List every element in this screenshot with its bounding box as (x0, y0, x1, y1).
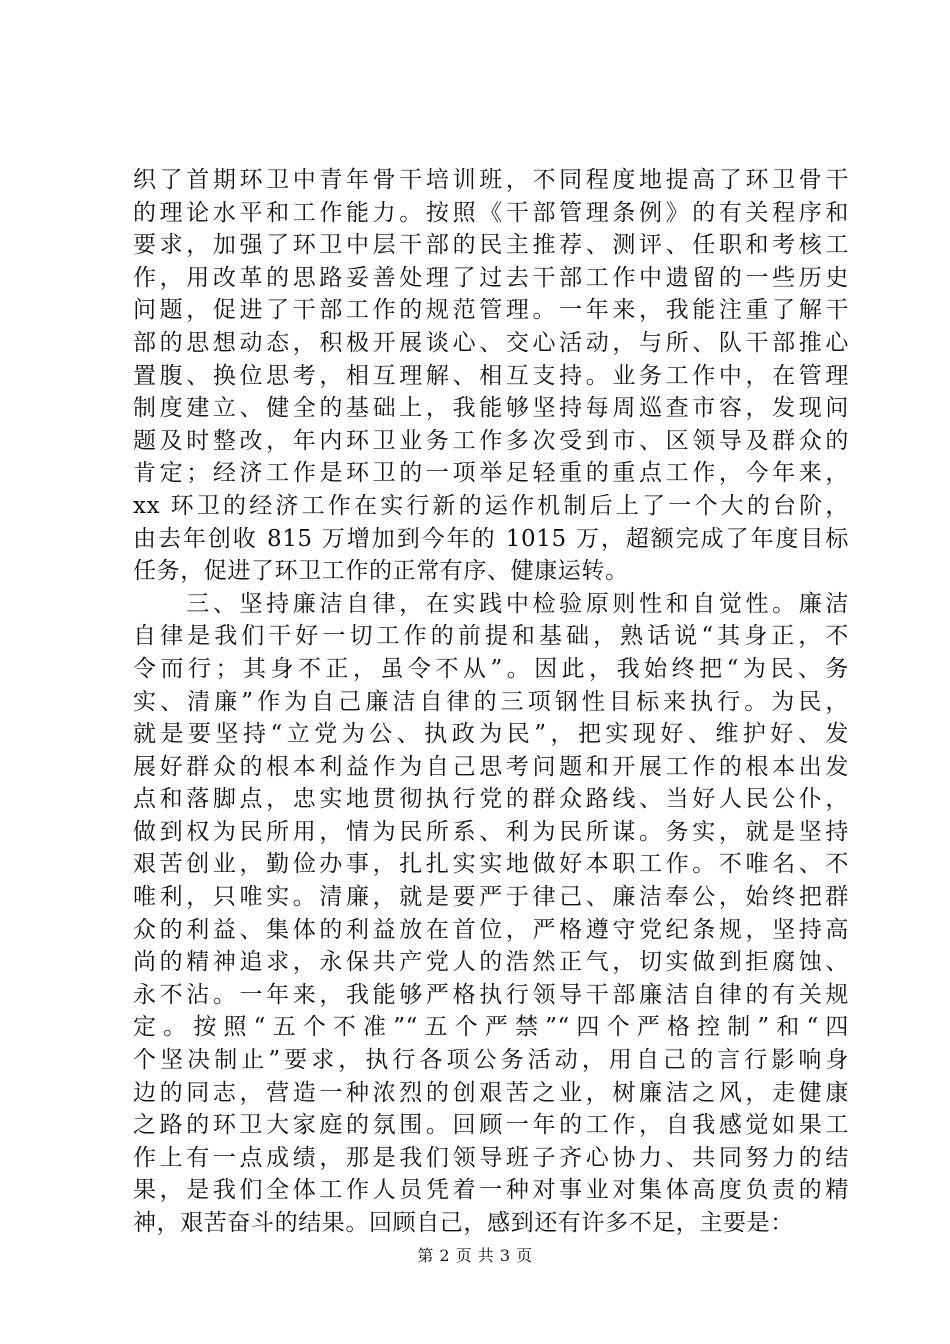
text-line: 三、坚持廉洁自律，在实践中检验原则性和自觉性。廉洁 (133, 590, 849, 617)
text-line: 由去年创收 815 万增加到今年的 1015 万，超额完成了年度目标 (133, 525, 849, 552)
text-line: 作上有一点成绩，那是我们领导班子齐心协力、共同努力的结 (133, 1144, 849, 1171)
text-line: 永不沾。一年来，我能够严格执行领导干部廉洁自律的有关规 (133, 981, 849, 1008)
text-line: 就是要坚持“立党为公、执政为民”，把实现好、维护好、发 (133, 721, 849, 748)
text-line: 的理论水平和工作能力。按照《干部管理条例》的有关程序和 (133, 199, 849, 226)
text-line: xx 环卫的经济工作在实行新的运作机制后上了一个大的台阶， (133, 492, 849, 519)
text-line: 做到权为民所用，情为民所系、利为民所谋。务实，就是坚持 (133, 818, 849, 845)
text-line: 神，艰苦奋斗的结果。回顾自己，感到还有许多不足，主要是： (133, 1210, 794, 1236)
text-line: 果，是我们全体工作人员凭着一种对事业对集体高度负责的精 (133, 1177, 849, 1204)
text-line: 展好群众的根本利益作为自己思考问题和开展工作的根本出发 (133, 753, 849, 780)
text-line: 问题，促进了干部工作的规范管理。一年来，我能注重了解干 (133, 297, 849, 324)
page-number-label: 第 2 页 共 3 页 (417, 1246, 533, 1265)
text-line: 令而行；其身不正，虽令不从”。因此，我始终把“为民、务 (133, 655, 849, 682)
text-line: 实、清廉”作为自己廉洁自律的三项钢性目标来执行。为民， (133, 688, 849, 715)
text-line: 任务，促进了环卫工作的正常有序、健康运转。 (133, 558, 629, 585)
text-line: 边的同志，营造一种浓烈的创艰苦之业，树廉洁之风，走健康 (133, 1079, 849, 1106)
text-line: 织了首期环卫中青年骨干培训班，不同程度地提高了环卫骨干 (133, 167, 849, 193)
text-line: 定。按照“五个不准”“五个严禁”“四个严格控制”和“四 (133, 1014, 849, 1041)
text-line: 作，用改革的思路妥善处理了过去干部工作中遗留的一些历史 (133, 264, 849, 291)
text-line: 尚的精神追求，永保共产党人的浩然正气，切实做到拒腐蚀、 (133, 949, 849, 976)
text-line: 自律是我们干好一切工作的前提和基础，熟话说“其身正，不 (133, 623, 849, 650)
text-line: 要求，加强了环卫中层干部的民主推荐、测评、任职和考核工 (133, 232, 849, 259)
page-footer (0, 1246, 950, 1266)
text-line: 个坚决制止”要求，执行各项公务活动，用自己的言行影响身 (133, 1047, 849, 1074)
text-line: 之路的环卫大家庭的氛围。回顾一年的工作，自我感觉如果工 (133, 1112, 849, 1139)
text-line: 艰苦创业，勤俭办事，扎扎实实地做好本职工作。不唯名、不 (133, 851, 849, 878)
text-line: 点和落脚点，忠实地贯彻执行党的群众路线、当好人民公仆， (133, 786, 849, 813)
text-line: 唯利，只唯实。清廉，就是要严于律己、廉洁奉公，始终把群 (133, 884, 849, 911)
text-line: 肯定；经济工作是环卫的一项举足轻重的重点工作，今年来， (133, 460, 849, 487)
text-line: 置腹、换位思考，相互理解、相互支持。业务工作中，在管理 (133, 362, 849, 389)
text-line: 制度建立、健全的基础上，我能够坚持每周巡查市容，发现问 (133, 395, 849, 422)
text-line: 部的思想动态，积极开展谈心、交心活动，与所、队干部推心 (133, 329, 849, 356)
body-text (133, 164, 849, 1240)
text-line: 众的利益、集体的利益放在首位，严格遵守党纪条规，坚持高 (133, 916, 849, 943)
text-line: 题及时整改，年内环卫业务工作多次受到市、区领导及群众的 (133, 427, 849, 454)
